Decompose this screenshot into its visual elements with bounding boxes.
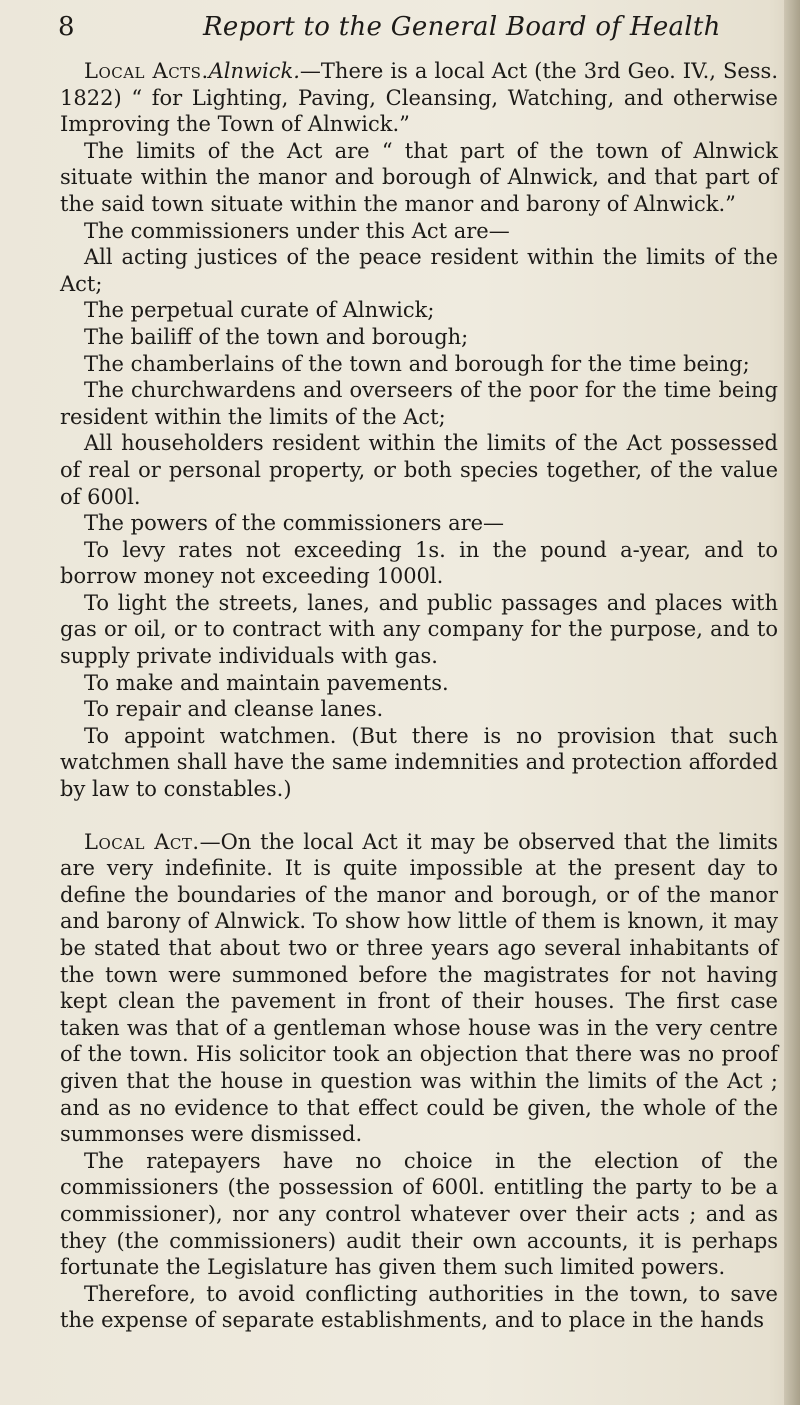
commissioner-item: The bailiff of the town and borough; [84, 324, 469, 349]
local-act-observation [60, 829, 778, 1148]
observation-text: —On the local Act it may be observed that the limits are very indefinite. It is quite impossible at the present day to define the boundaries of the manor and borough, or of the manor and barony of Alnwick. To show how little of them is known, it may be stated that about two or three years ago several inhabitants of the town were summoned before the magistrates for not having kept clean the pavement in front of their houses. The first case taken was that of a gentleman whose house was in the very centre of the town. His solicitor took an objection that there was no proof given that the house in question was within the limits of the Act ; and as no evidence to that effect could be given, the whole of the summonses were dismissed. [60, 829, 778, 1147]
intro-text: —There is a local Act (the 3rd Geo. IV., Sess. 1822) “ for Lighting, Paving, Cleansing, Watching, and otherwise Improving the Town of Alnwick.” [60, 59, 778, 137]
commissioner-item: The churchwardens and overseers of the poor for the time being resident within the limits of the Act; [60, 378, 778, 429]
commissioner-item: All acting justices of the peace resident within the limits of the Act; [60, 245, 778, 296]
power-item: To repair and cleanse lanes. [84, 697, 384, 722]
section-heading: Local Act. [84, 829, 200, 854]
power-item: To levy rates not exceeding 1s. in the pound a-year, and to borrow money not exceeding 1000l. [60, 537, 778, 589]
local-acts-intro [60, 58, 778, 138]
page-number: 8 [58, 12, 75, 42]
power-item: To appoint watchmen. (But there is no provision that such watchmen shall have the same indemnities and protection afforded by law to constables.) [60, 723, 778, 802]
act-limits-paragraph: The limits of the Act are “ that part of the town of Alnwick situate within the manor and borough of Alnwick, and that part of the said town situate within the manor and barony of Alnwick.” [60, 138, 778, 216]
therefore-paragraph: Therefore, to avoid conflicting authorities in the town, to save the expense of separate establishments, and to place in the hands [60, 1281, 778, 1333]
power-item: To light the streets, lanes, and public passages and places with gas or oil, or to contract with any company for the purpose, and to supply private individuals with gas. [60, 590, 778, 669]
commissioners-intro: The commissioners under this Act are— [84, 218, 510, 243]
ratepayers-paragraph: The ratepayers have no choice in the election of the commissioners (the possession of 600l. entitling the party to be a commissioner), nor any control whatever over their acts ; and as they (the commissioners) audit their own accounts, it is perhaps fortunate the Legislature has given them such limited powers. [60, 1148, 778, 1280]
power-item: To make and maintain pavements. [84, 670, 449, 695]
powers-intro: The powers of the commissioners are— [84, 511, 505, 536]
place-name: Alnwick. [208, 59, 300, 83]
commissioner-item: The chamberlains of the town and borough for the time being; [84, 351, 750, 376]
document-body [60, 58, 778, 1334]
commissioner-item: The perpetual curate of Alnwick; [84, 298, 435, 323]
section-heading: Local Acts. [84, 59, 209, 83]
commissioner-item: All householders resident within the limits of the Act possessed of real or personal property, or both species together, of the value of 600l. [60, 431, 778, 509]
page-header [58, 4, 778, 50]
running-title: Report to the General Board of Health [203, 12, 721, 42]
book-spine-edge [784, 0, 800, 1405]
